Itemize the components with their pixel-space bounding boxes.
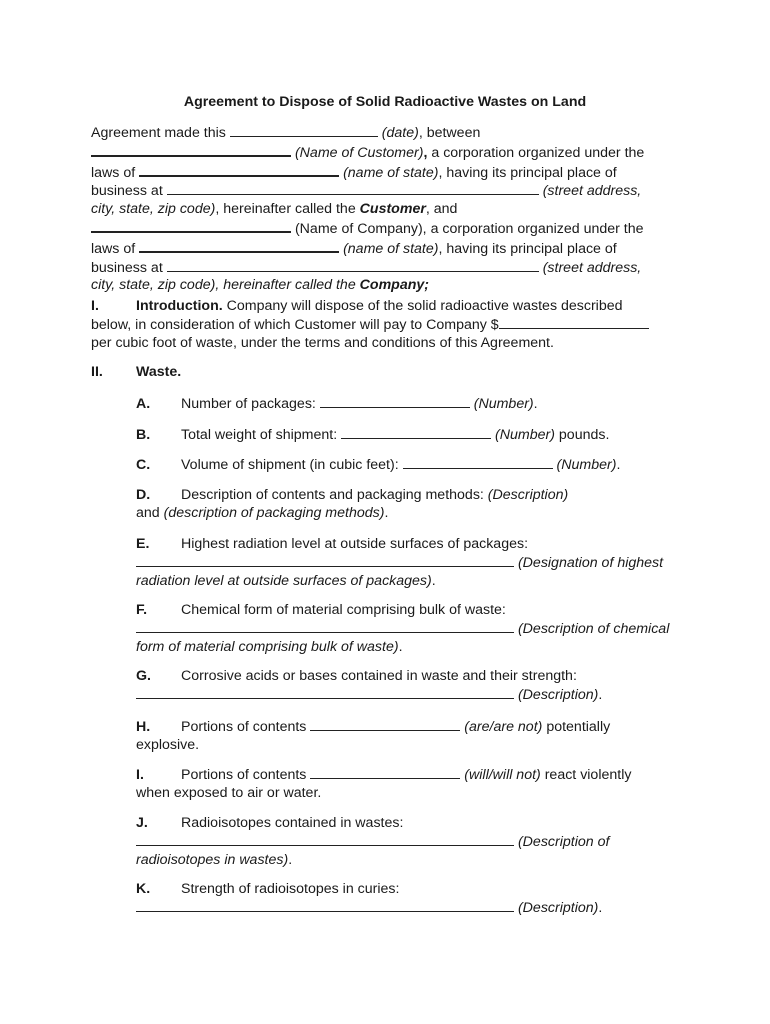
list-item — [136, 718, 696, 755]
item-hint: (Description) — [517, 686, 599, 703]
weight-blank[interactable] — [341, 426, 491, 439]
section-number: II. — [91, 364, 103, 380]
item-hint: form of material comprising bulk of waste) — [136, 638, 399, 655]
chemical-form-blank[interactable] — [136, 620, 514, 633]
preamble-text: business at — [91, 259, 163, 276]
curies-blank[interactable] — [136, 899, 514, 912]
item-hint: (Description) — [487, 487, 569, 503]
list-item — [136, 395, 696, 414]
address-hint: city, state, zip code) — [91, 277, 216, 294]
preamble — [91, 124, 691, 295]
date-blank[interactable] — [230, 124, 378, 137]
item-hint: (Description of chemical — [517, 620, 670, 637]
item-letter: D. — [136, 487, 151, 503]
customer-name-hint: (Name of Customer) — [294, 144, 424, 161]
preamble-text: (Name of Company), a corporation organized under the — [294, 220, 644, 237]
item-hint: (Number) — [495, 427, 555, 443]
corrosives-blank[interactable] — [136, 686, 514, 699]
volume-blank[interactable] — [403, 456, 553, 469]
preamble-text: laws of — [91, 240, 136, 257]
list-item — [136, 766, 696, 803]
preamble-text: laws of — [91, 164, 136, 181]
item-text: when exposed to air or water. — [136, 784, 322, 801]
item-letter: G. — [136, 668, 151, 684]
item-hint: (Number) — [556, 457, 617, 473]
item-text: Radioisotopes contained in wastes: — [181, 815, 404, 831]
section-heading: Waste. — [136, 364, 182, 380]
customer-address-blank[interactable] — [167, 182, 539, 195]
price-blank[interactable] — [499, 316, 649, 329]
packages-blank[interactable] — [320, 395, 470, 408]
item-hint: (will/will not) — [464, 767, 541, 783]
section-text: below, in consideration of which Customer will pay to Company $ — [91, 316, 499, 333]
address-hint: city, state, zip code) — [91, 201, 216, 218]
item-hint: (description of packaging methods) — [163, 504, 385, 521]
item-letter: H. — [136, 719, 151, 735]
preamble-text: , hereinafter called the — [215, 201, 360, 218]
list-item — [136, 668, 696, 705]
item-text: react violently — [540, 767, 632, 783]
company-term: Company; — [359, 277, 430, 294]
item-letter: I. — [136, 767, 144, 783]
item-text: . — [616, 457, 621, 473]
item-text: . — [398, 638, 403, 655]
address-hint: (street address, — [542, 183, 642, 200]
item-letter: F. — [136, 602, 148, 618]
preamble-text: , and — [425, 201, 458, 218]
list-item — [136, 456, 696, 475]
company-name-blank[interactable] — [91, 219, 291, 233]
item-text: Portions of contents — [181, 719, 311, 735]
preamble-text: , having its principal place of — [438, 240, 617, 257]
item-text: . — [384, 504, 389, 521]
radioisotopes-blank[interactable] — [136, 833, 514, 846]
section-introduction — [91, 298, 691, 352]
document-title: Agreement to Dispose of Solid Radioactive Wastes on Land — [183, 94, 587, 110]
company-state-blank[interactable] — [139, 239, 339, 253]
item-text: Total weight of shipment: — [181, 427, 342, 443]
item-hint: radiation level at outside surfaces of packages) — [136, 572, 432, 589]
item-text: Highest radiation level at outside surfaces of packages: — [181, 536, 529, 552]
item-text: explosive. — [136, 736, 200, 753]
state-hint: (name of state) — [343, 164, 439, 181]
list-item — [136, 536, 696, 590]
item-text: pounds. — [554, 427, 610, 443]
customer-state-blank[interactable] — [139, 163, 339, 177]
customer-term: Customer — [359, 201, 426, 218]
explosive-portions-blank[interactable] — [310, 718, 460, 731]
item-text: Number of packages: — [181, 396, 320, 412]
item-letter: A. — [136, 396, 151, 412]
item-text: . — [598, 686, 603, 703]
preamble-text: , — [423, 144, 428, 161]
item-hint: (Number) — [473, 396, 534, 412]
date-hint: (date) — [381, 125, 419, 141]
address-hint: (street address, — [542, 259, 642, 276]
item-text: . — [598, 899, 603, 916]
item-text: Corrosive acids or bases contained in waste and their strength: — [181, 668, 577, 684]
item-letter: C. — [136, 457, 151, 473]
section-waste — [91, 364, 181, 382]
item-text: Strength of radioisotopes in curies: — [181, 881, 400, 897]
item-letter: K. — [136, 881, 151, 897]
preamble-text: , between — [418, 125, 481, 141]
item-text: . — [431, 572, 436, 589]
section-text: per cubic foot of waste, under the terms and conditions of this Agreement. — [91, 334, 554, 351]
preamble-text: Agreement made this — [91, 125, 226, 141]
item-hint: (Designation of highest — [517, 554, 664, 571]
list-item — [136, 426, 696, 445]
item-text: and — [136, 504, 164, 521]
item-text: Description of contents and packaging methods: — [181, 487, 488, 503]
item-letter: B. — [136, 427, 151, 443]
state-hint: (name of state) — [343, 240, 439, 257]
item-text: potentially — [542, 719, 611, 735]
item-letter: J. — [136, 815, 148, 831]
item-text: . — [533, 396, 538, 412]
reactive-portions-blank[interactable] — [310, 766, 460, 779]
list-item — [136, 487, 696, 523]
item-text: Chemical form of material comprising bulk of waste: — [181, 602, 506, 618]
preamble-text: business at — [91, 183, 163, 200]
item-hint: (Description of — [517, 833, 610, 850]
section-number: I. — [91, 298, 99, 314]
radiation-level-blank[interactable] — [136, 554, 514, 567]
item-text: . — [288, 851, 293, 868]
preamble-text: a corporation organized under the — [427, 144, 645, 161]
item-hint: (are/are not) — [464, 719, 543, 735]
item-text: Volume of shipment (in cubic feet): — [181, 457, 403, 473]
item-hint: radioisotopes in wastes) — [136, 851, 289, 868]
section-heading: Introduction. — [136, 298, 223, 314]
preamble-text: , hereinafter called the — [215, 277, 360, 294]
section-text: Company will dispose of the solid radioactive wastes described — [222, 298, 623, 314]
preamble-text: , having its principal place of — [438, 164, 617, 181]
item-letter: E. — [136, 536, 150, 552]
company-address-blank[interactable] — [167, 259, 539, 272]
list-item — [136, 881, 696, 918]
list-item — [136, 602, 696, 656]
item-text: Portions of contents — [181, 767, 311, 783]
item-hint: (Description) — [517, 899, 599, 916]
list-item — [136, 815, 696, 869]
customer-name-blank[interactable] — [91, 143, 291, 157]
